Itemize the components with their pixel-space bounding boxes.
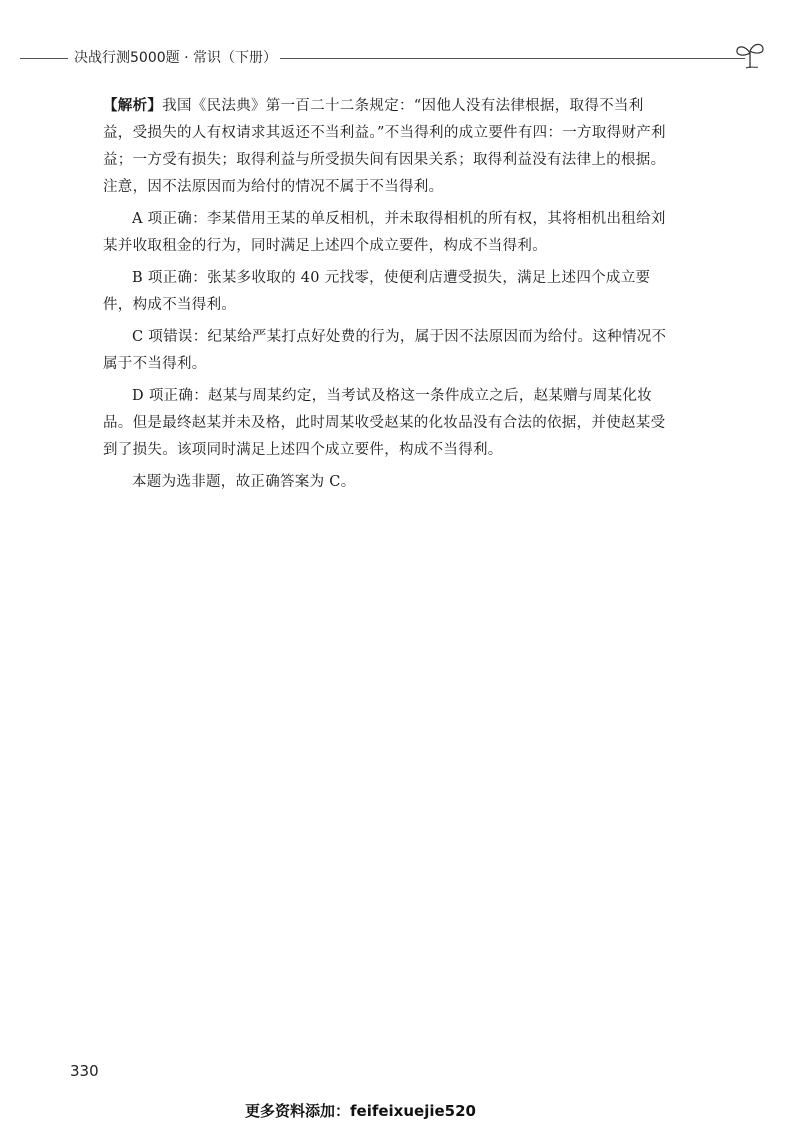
sprout-icon — [732, 40, 768, 70]
book-title: 决战行测5000题 · 常识（下册） — [74, 50, 277, 66]
running-header — [0, 40, 800, 76]
header-rule-right — [280, 58, 745, 59]
explanation-label: 【解析】 — [103, 97, 163, 114]
option-a-analysis: A 项正确：李某借用王某的单反相机，并未取得相机的所有权，其将相机出租给刘某并收取租金的行为，同时满足上述四个成立要件，构成不当得利。 — [103, 211, 666, 254]
answer-conclusion: 本题为选非题，故正确答案为 C。 — [132, 474, 356, 490]
answer-explanation — [103, 92, 673, 501]
footer-contact-note: 更多资料添加：feifeixuejie520 — [245, 1102, 476, 1120]
header-rule-left — [20, 58, 68, 59]
option-c-analysis: C 项错误：纪某给严某打点好处费的行为，属于因不法原因而为给付。这种情况不属于不当得利。 — [103, 329, 667, 372]
explanation-intro — [103, 92, 673, 201]
page-number: 330 — [70, 1062, 99, 1080]
option-b-analysis: B 项正确：张某多收取的 40 元找零，使便利店遭受损失，满足上述四个成立要件，构成不当得利。 — [103, 270, 651, 313]
option-d-analysis: D 项正确：赵某与周某约定，当考试及格这一条件成立之后，赵某赠与周某化妆品。但是最终赵某并未及格，此时周某收受赵某的化妆品没有合法的依据，并使赵某受到了损失。该项同时满足上述四个成立要件，构成不当得利。 — [103, 388, 666, 458]
explanation-intro-text: 我国《民法典》第一百二十二条规定：“因他人没有法律根据，取得不当利益，受损失的人有权请求其返还不当利益。”不当得利的成立要件有四：一方取得财产利益；一方受有损失；取得利益与所受损失间有因果关系；取得利益没有法律上的根据。注意，因不法原因而为给付的情况不属于不当得利。 — [103, 98, 666, 195]
